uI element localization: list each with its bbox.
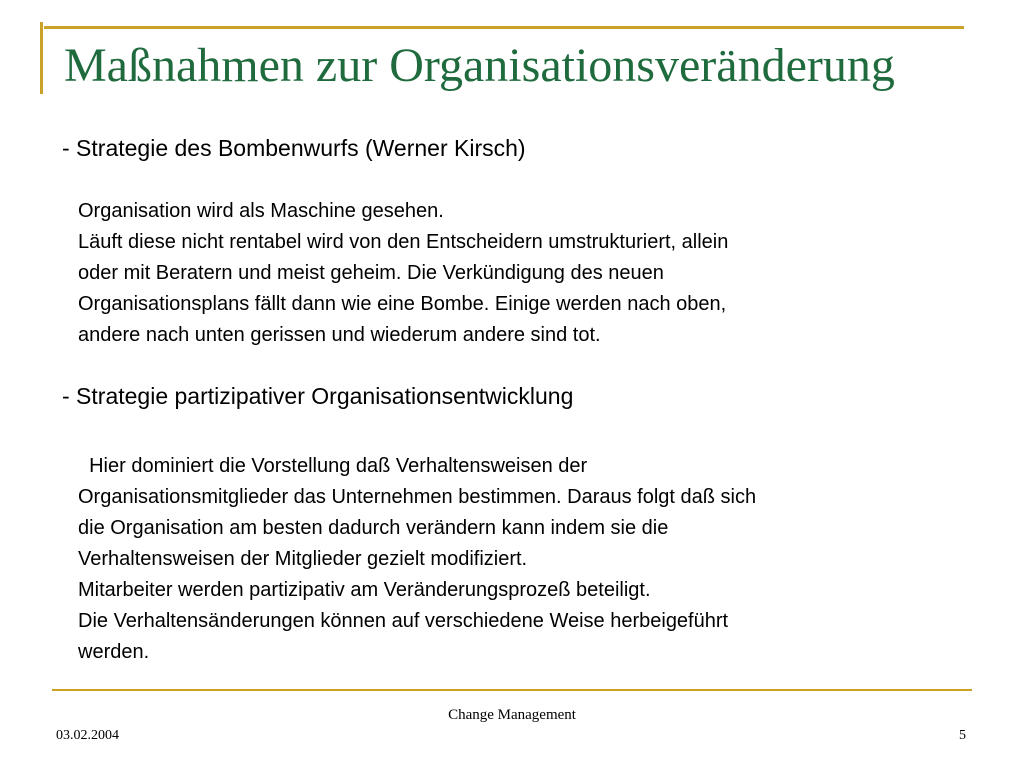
title-frame-top-line <box>44 26 964 29</box>
body-line: werden. <box>78 641 150 663</box>
body-line: Mitarbeiter werden partizipativ am Veränderungsprozeß beteiligt. <box>78 579 651 601</box>
page-number: 5 <box>959 728 966 743</box>
body-line: Organisationsmitglieder das Unternehmen bestimmen. Daraus folgt daß sich <box>78 486 757 508</box>
body-line: Hier dominiert die Vorstellung daß Verhaltensweisen der <box>78 455 588 477</box>
body-line: Läuft diese nicht rentabel wird von den Entscheidern umstrukturiert, allein <box>78 231 729 253</box>
footer-date: 03.02.2004 <box>56 728 119 743</box>
body-line: die Organisation am besten dadurch verändern kann indem sie die <box>78 517 669 539</box>
body-line: andere nach unten gerissen und wiederum andere sind tot. <box>78 324 601 346</box>
body-line: oder mit Beratern und meist geheim. Die Verkündigung des neuen <box>78 262 664 284</box>
footer-title: Change Management <box>448 707 576 723</box>
section-heading-partizipativ: - Strategie partizipativer Organisationsentwicklung <box>62 383 574 409</box>
body-line: Verhaltensweisen der Mitglieder gezielt modifiziert. <box>78 548 528 570</box>
body-line: Organisation wird als Maschine gesehen. <box>78 200 444 222</box>
section-body-partizipativ <box>78 451 978 668</box>
section-heading-bombenwurf: - Strategie des Bombenwurfs (Werner Kirsch) <box>62 135 526 161</box>
slide-title: Maßnahmen zur Organisationsveränderung <box>64 39 895 92</box>
footer-divider <box>52 689 972 691</box>
body-line: Organisationsplans fällt dann wie eine Bombe. Einige werden nach oben, <box>78 293 727 315</box>
section-body-bombenwurf <box>78 196 978 351</box>
body-line: Die Verhaltensänderungen können auf verschiedene Weise herbeigeführt <box>78 610 729 632</box>
title-frame-left-line <box>40 22 43 94</box>
